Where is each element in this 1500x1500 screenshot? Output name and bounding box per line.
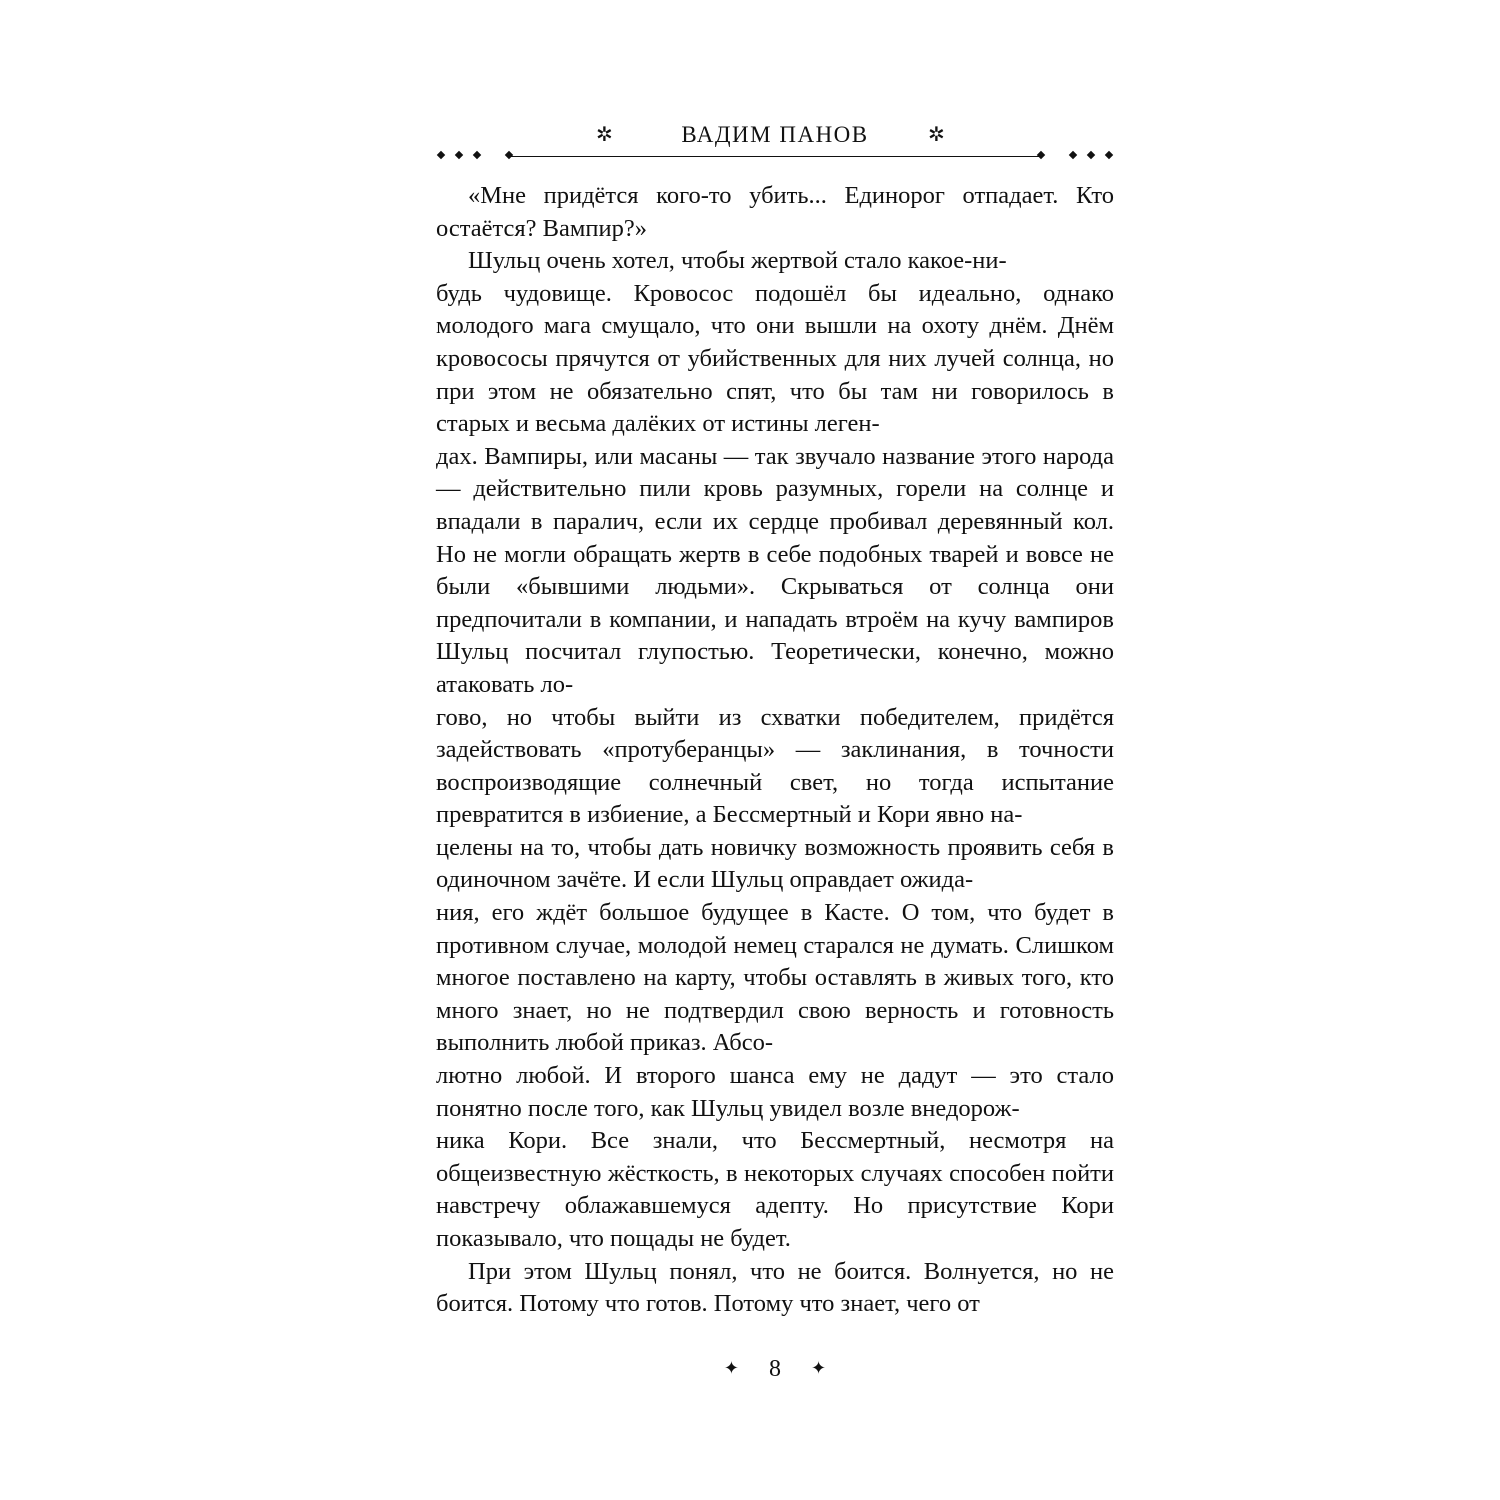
rule-dot-icon [505, 151, 513, 159]
rule-dot-icon [1037, 151, 1045, 159]
running-header [436, 118, 1114, 168]
body-text [436, 180, 1114, 1321]
page-number: 8 [769, 1356, 781, 1382]
footer-star-right-icon: ✦ [811, 1358, 827, 1378]
rule-dot-icon [473, 151, 481, 159]
rule-dot-icon [1087, 151, 1095, 159]
paragraph: При этом Шульц понял, что не боится. Волнуется, но не боится. Потому что готов. Потому что знает, чего от [436, 1257, 1114, 1318]
paragraph: «Мне придётся кого-то убить... Единорог отпадает. Кто остаётся? Вампир?» [436, 182, 1114, 242]
author-name: ВАДИМ ПАНОВ [681, 122, 869, 147]
rule-dot-icon [1069, 151, 1077, 159]
page-footer [436, 1353, 1114, 1384]
rule-dot-icon [455, 151, 463, 159]
rule-dot-icon [1105, 151, 1113, 159]
paragraph: Шульц очень хотел, чтобы жертвой стало какое-ни- будь чудовище. Кровосос подошёл бы идеально, однако молодого мага смущало, что они вышли на охоту днём. Днём кровососы прячутся от убийственных для них лучей солнца, но при этом не обязательно спят, что бы там ни говорилось в старых и весьма далёких от истины леген- дах. Вампиры, или масаны — так звучало название этого народа — действительно пили кровь разумных, горели на солнце и впадали в паралич, если их сердце пробивал деревянный кол. Но не могли обращать жертв в себе подобных тварей и вовсе не были «бывшими людьми». Скрываться от солнца они предпочитали в компании, и нападать втроём на кучу вампиров Шульц посчитал глупостью. Теоретически, конечно, можно атаковать ло- гово, но чтобы выйти из схватки победителем, придётся задействовать «протуберанцы» — заклинания, в точности воспроизводящие солнечный свет, но тогда испытание превратится в избиение, а Бессмертный и Кори явно на- целены на то, чтобы дать новичку возможность проявить себя в одиночном зачёте. И если Шульц оправдает ожида- ния, его ждёт большое будущее в Касте. О том, что будет в противном случае, молодой немец старался не думать. Слишком многое поставлено на карту, чтобы оставлять в живых того, кто много знает, но не подтвердил свою верность и готовность выполнить любой приказ. Абсо- лютно любой. И второго шанса ему не дадут — это стало понятно после того, как Шульц увидел возле внедорож- ника Кори. Все знали, что Бессмертный, несмотря на общеизвестную жёсткость, в некоторых случаях способен пойти навстречу облажавшемуся адепту. Но присутствие Кори показывало, что пощады не будет. [436, 247, 1114, 1252]
rule-dot-icon [437, 151, 445, 159]
footer-star-left-icon: ✦ [723, 1358, 739, 1378]
header-ornament-right-icon: ✲ [928, 124, 945, 146]
header-ornament-left-icon: ✲ [596, 124, 613, 146]
rule-line [510, 156, 1040, 157]
